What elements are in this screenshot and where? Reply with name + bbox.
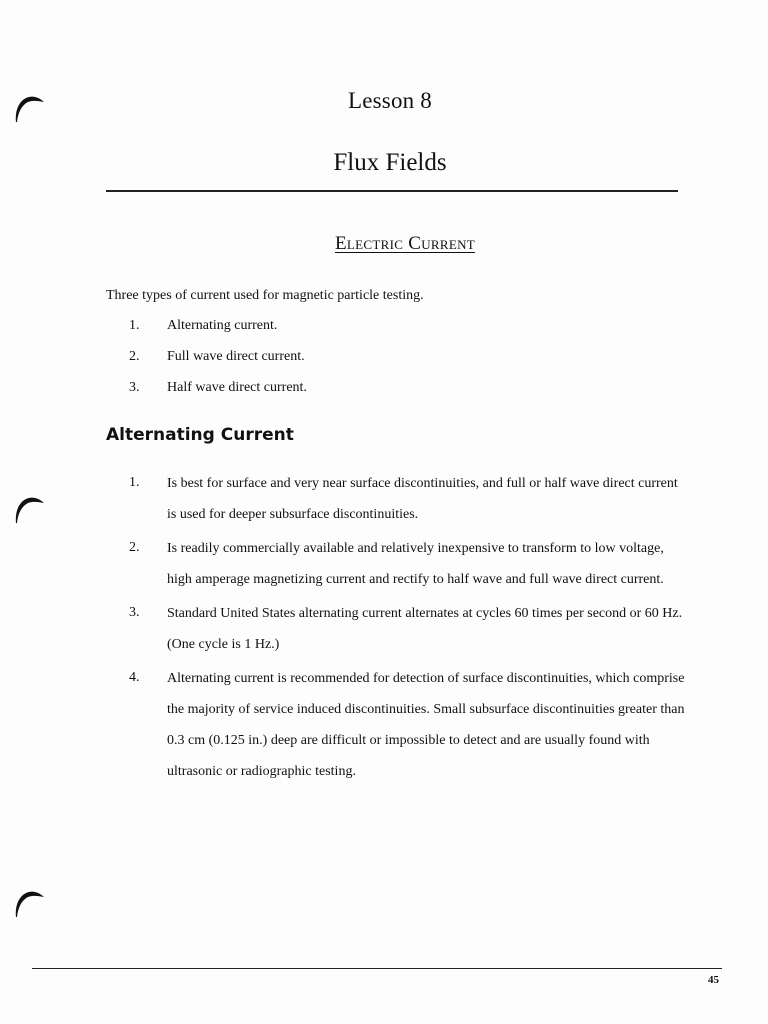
list-item bbox=[106, 380, 307, 411]
list-item-number: 3. bbox=[129, 380, 140, 395]
footer-divider bbox=[32, 968, 722, 969]
list-item bbox=[106, 540, 686, 595]
list-item-text: Is readily commercially available and relatively inexpensive to transform to low voltage, high amperage magnetizing current and rectify to half wave and full wave direct current. bbox=[167, 541, 664, 587]
list-item bbox=[106, 605, 686, 660]
section-heading-text: Electric Current bbox=[335, 233, 475, 254]
section-heading bbox=[0, 233, 768, 255]
list-item bbox=[106, 475, 686, 530]
intro-paragraph: Three types of current used for magnetic particle testing. bbox=[106, 288, 424, 303]
current-types-list bbox=[106, 318, 307, 411]
subsection-heading: Alternating Current bbox=[106, 425, 294, 445]
lesson-number: Lesson 8 bbox=[347, 88, 432, 113]
list-item-text: Standard United States alternating current alternates at cycles 60 times per second or 60 Hz. (One cycle is 1 Hz.) bbox=[167, 606, 683, 652]
list-item-number: 4. bbox=[129, 670, 140, 685]
list-item-text: Alternating current is recommended for detection of surface discontinuities, which comprise the majority of service induced discontinuities. Small subsurface discontinuities greater than 0.3 cm (0.125 in.) deep are difficult or impossible to detect and are usually found with ultrasonic or radiographic testing. bbox=[167, 671, 685, 779]
list-item-number: 3. bbox=[129, 605, 140, 620]
list-item-number: 2. bbox=[129, 349, 140, 364]
list-item-number: 1. bbox=[129, 318, 140, 333]
page-number: 45 bbox=[708, 974, 719, 986]
alternating-current-list bbox=[106, 475, 686, 797]
list-item-text: Full wave direct current. bbox=[167, 349, 305, 364]
list-item-text: Half wave direct current. bbox=[167, 380, 307, 395]
binder-hole-mark-middle bbox=[12, 493, 46, 525]
title-divider bbox=[106, 190, 678, 192]
list-item-text: Is best for surface and very near surface discontinuities, and full or half wave direct current is used for deeper subsurface discontinuities. bbox=[167, 476, 678, 522]
list-item-text: Alternating current. bbox=[167, 318, 278, 333]
list-item-number: 2. bbox=[129, 540, 140, 555]
list-item bbox=[106, 318, 307, 349]
list-item-number: 1. bbox=[129, 475, 140, 490]
list-item bbox=[106, 670, 686, 787]
page-title: Flux Fields bbox=[333, 149, 447, 176]
list-item bbox=[106, 349, 307, 380]
binder-hole-mark-bottom bbox=[12, 887, 46, 919]
